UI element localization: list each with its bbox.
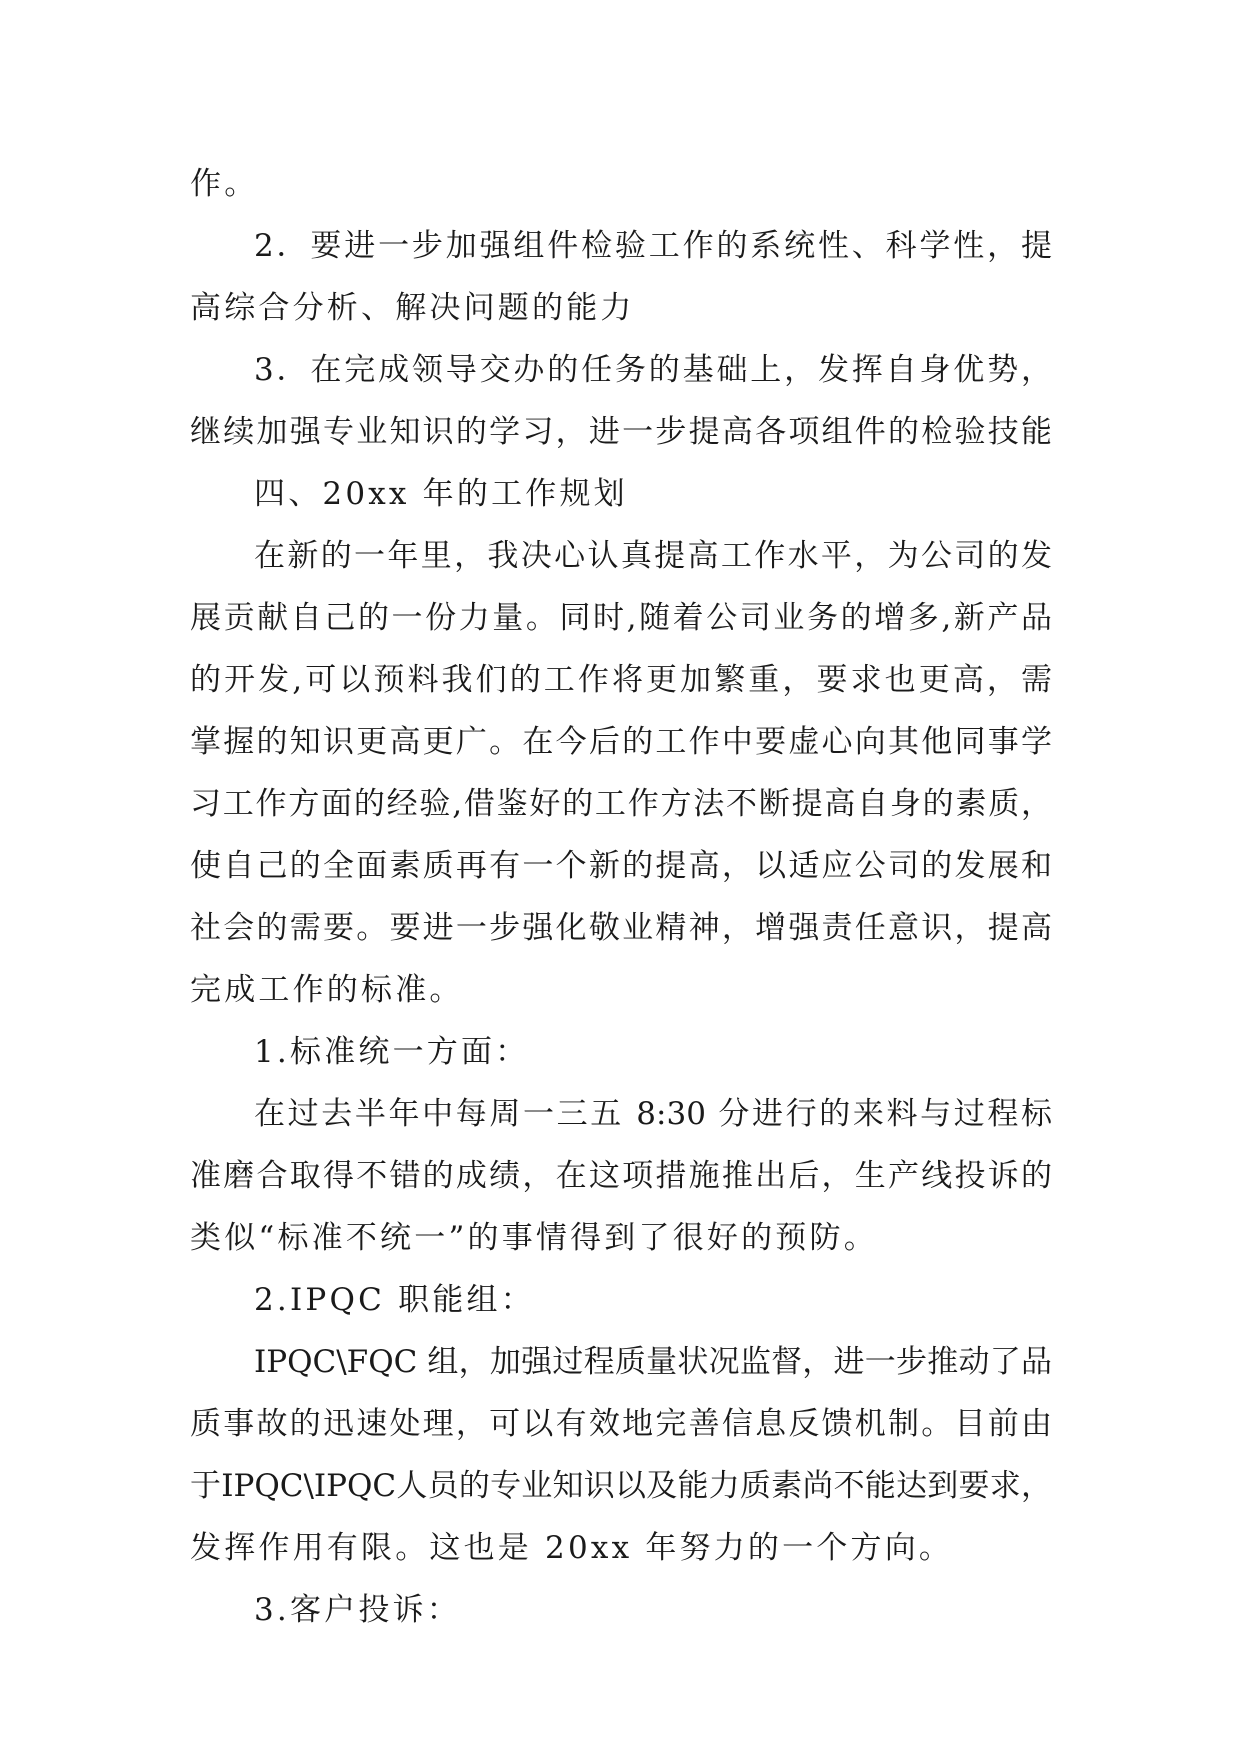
- subheading: 1.标准统一方面：: [254, 1034, 530, 1070]
- subheading: 3.客户投诉：: [254, 1592, 461, 1628]
- paragraph-line: 在过去半年中每周一三五 8:30 分进行的来料与过程标: [254, 1096, 1052, 1132]
- paragraph-line: 继续加强专业知识的学习，进一步提高各项组件的检验技能: [190, 414, 1052, 450]
- list-item-line: 3．在完成领导交办的任务的基础上，发挥自身优势，: [254, 352, 1052, 388]
- section-heading: 四、20xx 年的工作规划: [254, 476, 628, 512]
- paragraph-line: 习工作方面的经验,借鉴好的工作方法不断提高自身的素质，: [190, 786, 1052, 822]
- paragraph-line: 使自己的全面素质再有一个新的提高，以适应公司的发展和: [190, 848, 1052, 884]
- paragraph-line: 质事故的迅速处理，可以有效地完善信息反馈机制。目前由: [190, 1406, 1052, 1442]
- paragraph-line: IPQC\FQC 组，加强过程质量状况监督，进一步推动了品: [254, 1344, 1052, 1380]
- subheading: 2.IPQC 职能组：: [254, 1282, 535, 1318]
- paragraph-line: 掌握的知识更高更广。在今后的工作中要虚心向其他同事学: [190, 724, 1052, 760]
- paragraph-line: 在新的一年里，我决心认真提高工作水平，为公司的发: [254, 538, 1052, 574]
- list-item-line: 2．要进一步加强组件检验工作的系统性、科学性，提: [254, 228, 1052, 264]
- paragraph-line: 完成工作的标准。: [190, 972, 464, 1008]
- paragraph-line: 于IPQC\IPQC人员的专业知识以及能力质素尚不能达到要求，: [190, 1468, 1052, 1504]
- paragraph-line: 类似“标准不统一”的事情得到了很好的预防。: [190, 1220, 878, 1256]
- paragraph-line: 展贡献自己的一份力量。同时,随着公司业务的增多,新产品: [190, 600, 1052, 636]
- paragraph-line: 社会的需要。要进一步强化敬业精神，增强责任意识，提高: [190, 910, 1052, 946]
- paragraph-line: 发挥作用有限。这也是 20xx 年努力的一个方向。: [190, 1530, 954, 1566]
- paragraph-line: 准磨合取得不错的成绩，在这项措施推出后，生产线投诉的: [190, 1158, 1052, 1194]
- paragraph-line: 作。: [190, 166, 259, 202]
- paragraph-line: 高综合分析、解决问题的能力: [190, 290, 635, 326]
- paragraph-line: 的开发,可以预料我们的工作将更加繁重，要求也更高，需: [190, 662, 1052, 698]
